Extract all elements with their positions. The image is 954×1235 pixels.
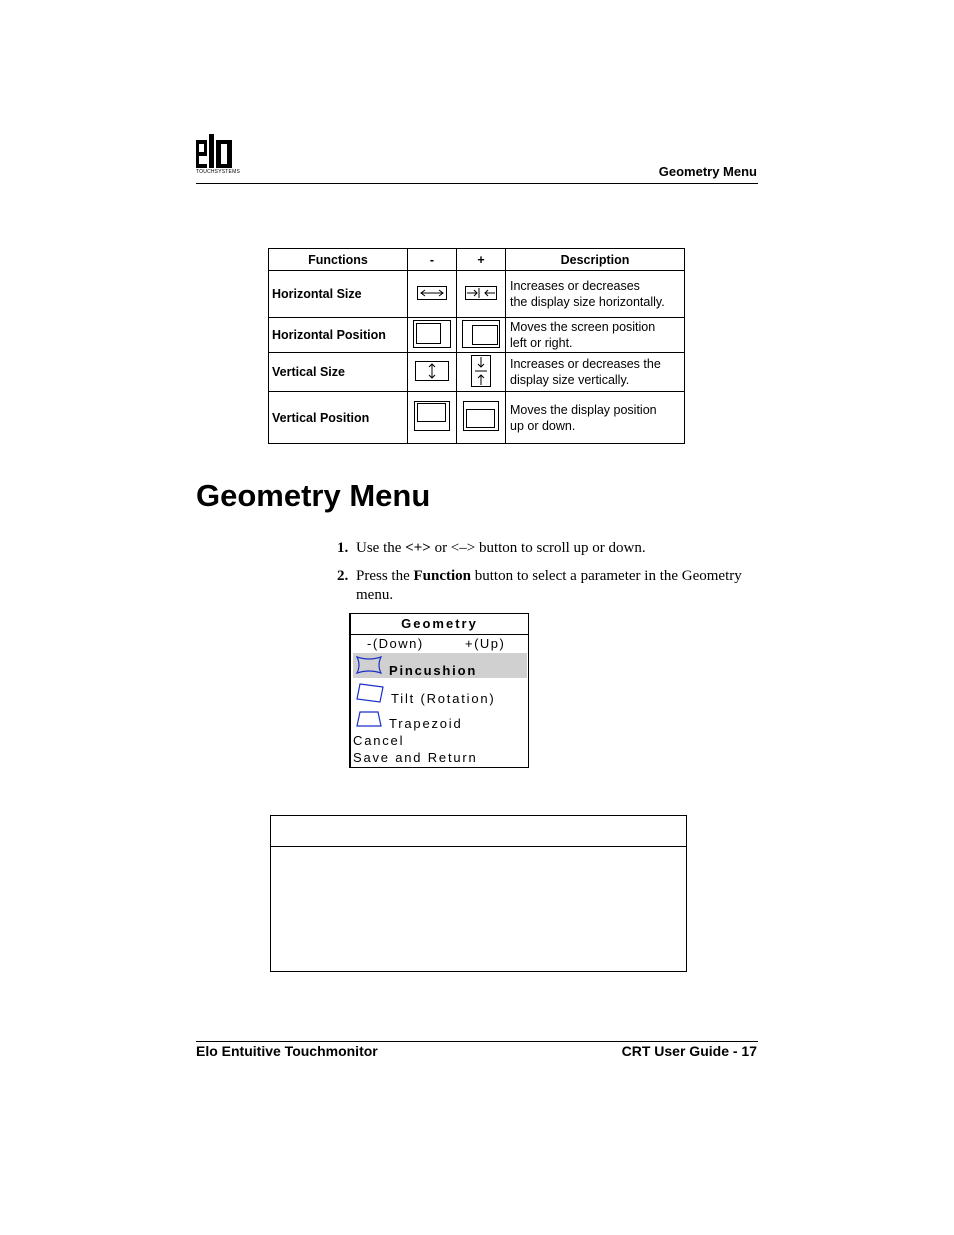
header-section-title: Geometry Menu [658, 164, 757, 179]
footer-divider [196, 1041, 758, 1042]
desc-line: Moves the screen position [510, 320, 656, 334]
table-row [269, 271, 685, 318]
vertical-shrink-icon [457, 353, 506, 392]
elo-logo [196, 134, 240, 176]
col-header-minus: - [408, 249, 457, 271]
col-header-description: Description [506, 249, 685, 271]
step-bold: Function [413, 568, 472, 584]
desc-line: up or down. [510, 418, 576, 433]
function-table [268, 248, 685, 444]
table-row [269, 318, 685, 353]
osd-item-tilt-rotation[interactable]: Tilt (Rotation) [391, 691, 496, 706]
osd-item-trapezoid[interactable]: Trapezoid [389, 716, 463, 731]
step-bold: <+> [405, 540, 431, 556]
footer-page-number: CRT User Guide - 17 [621, 1043, 757, 1059]
step-number: 2. [337, 568, 349, 584]
col-header-plus: + [457, 249, 506, 271]
osd-item-pincushion[interactable]: Pincushion [389, 663, 478, 678]
step-text-continued: menu. [356, 587, 394, 603]
step-text: or <–> button to scroll up or down. [430, 540, 646, 556]
step-text: Press the [356, 568, 414, 584]
footer-product-name: Elo Entuitive Touchmonitor [196, 1043, 378, 1059]
shift-left-icon [408, 318, 457, 353]
shift-right-icon [457, 318, 506, 353]
osd-item-save-and-return[interactable]: Save and Return [353, 750, 478, 765]
desc-line: Increases or decreases [510, 279, 640, 293]
vertical-expand-icon [408, 353, 457, 392]
step-item [337, 567, 762, 605]
shift-down-icon [457, 392, 506, 444]
header-divider [196, 183, 758, 184]
function-name: Vertical Size [269, 353, 408, 392]
logo-subtext: TOUCHSYSTEMS [196, 169, 240, 175]
table-divider [271, 846, 686, 847]
osd-geometry-menu [349, 613, 529, 768]
table-row [269, 353, 685, 392]
desc-line: display size vertically. [510, 373, 630, 387]
table-row [269, 392, 685, 444]
tilt-rotation-icon [355, 682, 385, 704]
empty-table-box [270, 815, 687, 972]
trapezoid-icon [355, 710, 383, 728]
osd-item-cancel[interactable]: Cancel [353, 733, 405, 748]
osd-nav-up: +(Up) [465, 636, 506, 651]
step-text: button to select a parameter in the Geometry [471, 568, 742, 584]
desc-line: left or right. [510, 336, 573, 350]
shift-up-icon [408, 392, 457, 444]
horizontal-expand-icon [408, 271, 457, 318]
step-text: Use the [356, 540, 406, 556]
osd-nav-down: -(Down) [367, 636, 424, 651]
function-description [506, 353, 685, 392]
function-name: Vertical Position [269, 392, 408, 444]
step-number: 1. [337, 540, 349, 556]
desc-line: Moves the display position [510, 402, 657, 417]
function-description [506, 392, 685, 444]
step-item [337, 539, 762, 558]
function-name: Horizontal Size [269, 271, 408, 318]
function-description [506, 318, 685, 353]
table-header-row [269, 249, 685, 271]
horizontal-shrink-icon [457, 271, 506, 318]
function-description [506, 271, 685, 318]
page-title: Geometry Menu [196, 478, 431, 513]
pincushion-icon [355, 655, 383, 675]
osd-title: Geometry [351, 614, 528, 635]
function-name: Horizontal Position [269, 318, 408, 353]
col-header-functions: Functions [269, 249, 408, 271]
desc-line: Increases or decreases the [510, 357, 661, 371]
desc-line: the display size horizontally. [510, 295, 665, 309]
